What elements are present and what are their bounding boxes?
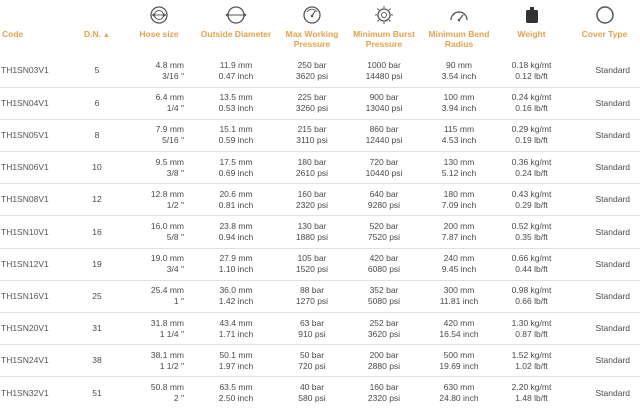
cell-value: 180 bar [297, 156, 327, 167]
cell-value: 250 bar [297, 59, 327, 70]
cell-hose-size [126, 248, 192, 280]
cell-value: 0.69 inch [218, 167, 254, 178]
cell-value: 0.29 lb/ft [515, 199, 548, 210]
cell-weight [494, 345, 569, 377]
cell-value: 50.1 mm [219, 349, 253, 360]
table-body [0, 55, 640, 409]
cell-value: 7520 psi [367, 232, 401, 243]
cell-min-burst-pressure [344, 184, 424, 216]
cell-max-working-pressure [280, 119, 344, 151]
cell-min-bend-radius [424, 377, 494, 409]
cell-weight [494, 248, 569, 280]
cell-cover-type: Standard [595, 65, 630, 76]
cell-value: 31.8 mm [150, 317, 184, 328]
cell-min-bend-radius [424, 119, 494, 151]
cell-value: 4.8 mm [155, 59, 184, 70]
cell-min-burst-pressure [344, 377, 424, 409]
header-min-burst-pressure[interactable] [344, 0, 424, 55]
cell-value: 50 bar [299, 349, 325, 360]
cell-value: 43.4 mm [219, 317, 253, 328]
cell-value: 0.24 kg/mt [511, 92, 552, 103]
table-row[interactable] [0, 55, 640, 87]
cell-value: 200 mm [443, 221, 475, 232]
cell-max-working-pressure [280, 248, 344, 280]
cell-weight [494, 87, 569, 119]
table-row[interactable] [0, 119, 640, 151]
bend-radius-gauge-icon [424, 5, 494, 27]
cell-dn: 38 [68, 345, 126, 377]
cell-weight [494, 184, 569, 216]
cell-value: 25.4 mm [150, 285, 184, 296]
cell-hose-size [126, 184, 192, 216]
cell-value: 11.81 inch [439, 296, 479, 307]
cell-hose-size [126, 377, 192, 409]
cell-max-working-pressure [280, 216, 344, 248]
cell-cover-type: Standard [569, 184, 640, 216]
cell-value: 27.9 mm [219, 253, 253, 264]
cell-value: 910 psi [298, 328, 326, 339]
cell-dn: 5 [94, 65, 100, 76]
cell-value: 20.6 mm [219, 188, 253, 199]
cell-code: TH1SN24V1 [0, 345, 68, 377]
cell-value: 38.1 mm [150, 349, 184, 360]
cell-value: 1 1/2 " [159, 360, 184, 371]
cell-code: TH1SN20V1 [0, 313, 68, 345]
cell-min-bend-radius [424, 152, 494, 184]
cell-cover-type: Standard [569, 280, 640, 312]
cell-value: 0.18 kg/mt [511, 59, 552, 70]
cell-min-burst-pressure [344, 87, 424, 119]
cell-value: 5080 psi [367, 296, 401, 307]
cell-outside-diameter [192, 87, 280, 119]
cell-max-working-pressure [280, 87, 344, 119]
cell-cover-type: Standard [569, 119, 640, 151]
cell-hose-size [126, 345, 192, 377]
header-dn[interactable] [68, 0, 126, 55]
cell-min-burst-pressure [344, 55, 424, 87]
cell-value: 420 bar [369, 253, 399, 264]
cell-min-bend-radius [424, 184, 494, 216]
cell-value: 0.52 kg/mt [511, 221, 552, 232]
cell-min-bend-radius [424, 216, 494, 248]
cell-value: 5/16 " [162, 135, 184, 146]
header-hose-size-label: Hose size [139, 29, 179, 39]
cell-value: 1.48 lb/ft [515, 393, 548, 404]
header-min-burst-pressure-label: Minimum Burst Pressure [353, 29, 415, 49]
cell-outside-diameter [192, 184, 280, 216]
cell-max-working-pressure [280, 377, 344, 409]
cell-value: 2.20 kg/mt [511, 382, 552, 393]
cell-value: 12440 psi [365, 135, 403, 146]
cell-value: 1.71 inch [218, 328, 254, 339]
header-min-bend-radius[interactable] [424, 0, 494, 55]
table-row[interactable] [0, 345, 640, 377]
cell-max-working-pressure [280, 55, 344, 87]
cell-value: 200 bar [369, 349, 399, 360]
header-dn-label: D.N. [84, 29, 102, 39]
cell-value: 2610 psi [295, 167, 329, 178]
cell-value: 0.66 lb/ft [515, 296, 548, 307]
cell-value: 15.1 mm [219, 124, 253, 135]
burst-pressure-icon [344, 5, 424, 27]
cell-min-burst-pressure [344, 313, 424, 345]
cell-value: 9280 psi [367, 199, 401, 210]
cell-value: 0.43 kg/mt [511, 188, 552, 199]
cell-value: 7.9 mm [155, 124, 184, 135]
cell-value: 1.52 kg/mt [511, 349, 552, 360]
cell-value: 1.10 inch [218, 264, 254, 275]
hose-section-icon [126, 5, 192, 27]
cell-value: 3260 psi [295, 103, 329, 114]
cell-value: 2 " [173, 393, 184, 404]
cell-value: 10440 psi [365, 167, 403, 178]
cell-weight [494, 377, 569, 409]
cell-value: 420 mm [443, 317, 475, 328]
cell-value: 2880 psi [367, 360, 401, 371]
cell-value: 2320 psi [367, 393, 401, 404]
cell-value: 0.29 kg/mt [511, 124, 552, 135]
cell-value: 130 mm [443, 156, 475, 167]
header-cover-type-label: Cover Type [581, 29, 628, 39]
cell-value: 3620 psi [367, 328, 401, 339]
cell-dn: 10 [68, 152, 126, 184]
table-header [0, 0, 640, 55]
cell-hose-size [126, 55, 192, 87]
weight-icon [494, 5, 569, 27]
cell-value: 0.16 lb/ft [515, 103, 548, 114]
cell-cover-type: Standard [569, 313, 640, 345]
cell-value: 0.98 kg/mt [511, 285, 552, 296]
cell-outside-diameter [192, 216, 280, 248]
cell-min-bend-radius [424, 248, 494, 280]
cell-min-burst-pressure [344, 216, 424, 248]
cell-value: 130 bar [297, 221, 327, 232]
cell-value: 3110 psi [296, 135, 328, 146]
cell-weight [494, 216, 569, 248]
cell-value: 1000 bar [367, 59, 401, 70]
cell-value: 7.09 inch [441, 199, 477, 210]
header-outside-diameter-label: Outside Diameter [200, 29, 272, 39]
cell-cover-type: Standard [569, 377, 640, 409]
cell-cover-type: Standard [569, 216, 640, 248]
cell-code: TH1SN16V1 [0, 280, 68, 312]
cell-value: 36.0 mm [219, 285, 253, 296]
cell-value: 5/8 " [166, 232, 184, 243]
cell-min-bend-radius [424, 313, 494, 345]
cover-ring-icon [569, 5, 640, 27]
cell-value: 0.87 lb/ft [515, 328, 548, 339]
cell-dn: 8 [68, 119, 126, 151]
cell-outside-diameter [192, 377, 280, 409]
cell-value: 0.24 lb/ft [515, 167, 548, 178]
cell-value: 1/2 " [166, 199, 184, 210]
cell-code: TH1SN04V1 [0, 87, 68, 119]
cell-value: 19.0 mm [150, 253, 184, 264]
cell-value: 180 mm [443, 188, 475, 199]
cell-dn: 31 [68, 313, 126, 345]
cell-value: 105 bar [297, 253, 327, 264]
cell-value: 500 mm [443, 349, 475, 360]
cell-value: 2.50 inch [218, 393, 254, 404]
cell-value: 9.45 inch [441, 264, 477, 275]
cell-code: TH1SN06V1 [0, 152, 68, 184]
cell-value: 3.54 inch [441, 70, 477, 81]
cell-value: 0.81 inch [218, 199, 254, 210]
table-row[interactable] [0, 280, 640, 312]
table-row[interactable] [0, 377, 640, 409]
cell-value: 0.66 kg/mt [511, 253, 552, 264]
cell-hose-size [126, 87, 192, 119]
cell-max-working-pressure [280, 280, 344, 312]
cell-min-burst-pressure [344, 345, 424, 377]
cell-weight [494, 55, 569, 87]
cell-value: 1520 psi [295, 264, 329, 275]
cell-value: 6.4 mm [155, 92, 184, 103]
cell-code: TH1SN05V1 [0, 119, 68, 151]
cell-value: 1/4 " [166, 103, 184, 114]
header-min-bend-radius-label: Minimum Bend Radius [428, 29, 490, 49]
cell-value: 720 psi [298, 360, 326, 371]
cell-min-burst-pressure [344, 119, 424, 151]
cell-dn: 51 [68, 377, 126, 409]
table-row[interactable] [0, 152, 640, 184]
cell-value: 1 1/4 " [159, 328, 184, 339]
cell-value: 50.8 mm [150, 382, 184, 393]
cell-value: 520 bar [369, 221, 399, 232]
cell-code: TH1SN03V1 [1, 65, 49, 76]
header-code[interactable] [0, 0, 68, 55]
pressure-gauge-icon [280, 5, 344, 27]
cell-value: 640 bar [369, 188, 399, 199]
cell-value: 300 mm [443, 285, 475, 296]
cell-value: 0.12 lb/ft [515, 70, 548, 81]
cell-value: 352 bar [369, 285, 399, 296]
cell-hose-size [126, 216, 192, 248]
cell-dn: 19 [68, 248, 126, 280]
cell-value: 160 bar [297, 188, 327, 199]
cell-value: 24.80 inch [439, 393, 479, 404]
table-row[interactable] [0, 184, 640, 216]
cell-value: 860 bar [369, 124, 399, 135]
header-cover-type[interactable] [569, 0, 640, 55]
header-max-working-pressure[interactable] [280, 0, 344, 55]
cell-value: 3620 psi [295, 70, 329, 81]
cell-value: 720 bar [369, 156, 399, 167]
cell-value: 13040 psi [365, 103, 403, 114]
cell-value: 1270 psi [295, 296, 329, 307]
cell-value: 4.53 inch [441, 135, 477, 146]
cell-value: 1.30 kg/mt [511, 317, 552, 328]
cell-cover-type: Standard [569, 248, 640, 280]
cell-min-bend-radius [424, 55, 494, 87]
cell-value: 900 bar [369, 92, 399, 103]
cell-dn: 25 [68, 280, 126, 312]
cell-value: 3.94 inch [441, 103, 477, 114]
cell-value: 90 mm [446, 59, 472, 70]
cell-value: 160 bar [369, 382, 399, 393]
cell-outside-diameter [192, 345, 280, 377]
table-row[interactable] [0, 87, 640, 119]
cell-max-working-pressure [280, 313, 344, 345]
cell-value: 40 bar [299, 382, 325, 393]
cell-code: TH1SN08V1 [0, 184, 68, 216]
cell-value: 0.53 inch [218, 103, 254, 114]
cell-value: 17.5 mm [219, 156, 253, 167]
cell-value: 3/16 " [162, 70, 184, 81]
cell-weight [494, 280, 569, 312]
cell-value: 63.5 mm [219, 382, 253, 393]
header-weight-label: Weight [517, 29, 546, 39]
cell-weight [494, 119, 569, 151]
header-max-working-pressure-label: Max Working Pressure [285, 29, 339, 49]
cell-value: 16.0 mm [150, 221, 184, 232]
cell-cover-type: Standard [569, 87, 640, 119]
cell-weight [494, 152, 569, 184]
cell-value: 88 bar [299, 285, 325, 296]
diameter-icon [192, 5, 280, 27]
cell-code: TH1SN32V1 [0, 377, 68, 409]
cell-value: 0.19 lb/ft [515, 135, 548, 146]
cell-value: 1880 psi [295, 232, 329, 243]
cell-min-burst-pressure [344, 152, 424, 184]
cell-outside-diameter [192, 313, 280, 345]
header-code-label: Code [2, 29, 24, 39]
cell-value: 1.97 inch [218, 360, 254, 371]
cell-value: 12.8 mm [150, 188, 184, 199]
cell-value: 0.44 lb/ft [515, 264, 548, 275]
cell-outside-diameter [192, 55, 280, 87]
cell-max-working-pressure [280, 152, 344, 184]
cell-min-bend-radius [424, 87, 494, 119]
header-hose-size[interactable] [126, 0, 192, 55]
cell-outside-diameter [192, 152, 280, 184]
cell-value: 9.5 mm [155, 156, 184, 167]
cell-min-burst-pressure [344, 248, 424, 280]
cell-code: TH1SN12V1 [0, 248, 68, 280]
cell-value: 252 bar [369, 317, 399, 328]
cell-hose-size [126, 152, 192, 184]
cell-value: 630 mm [443, 382, 475, 393]
cell-value: 580 psi [298, 393, 326, 404]
cell-value: 3/4 " [166, 264, 184, 275]
cell-value: 1.42 inch [218, 296, 254, 307]
cell-outside-diameter [192, 280, 280, 312]
cell-value: 16.54 inch [439, 328, 479, 339]
cell-value: 19.69 inch [439, 360, 479, 371]
cell-dn: 12 [68, 184, 126, 216]
cell-value: 0.36 kg/mt [511, 156, 552, 167]
cell-value: 100 mm [443, 92, 475, 103]
header-outside-diameter[interactable] [192, 0, 280, 55]
cell-value: 215 bar [297, 124, 327, 135]
cell-outside-diameter [192, 119, 280, 151]
cell-max-working-pressure [280, 345, 344, 377]
cell-value: 240 mm [443, 253, 475, 264]
cell-hose-size [126, 280, 192, 312]
cell-cover-type: Standard [569, 152, 640, 184]
cell-cover-type: Standard [569, 345, 640, 377]
cell-value: 7.87 inch [441, 232, 477, 243]
cell-value: 0.94 inch [218, 232, 254, 243]
cell-value: 2320 psi [295, 199, 329, 210]
cell-value: 63 bar [299, 317, 325, 328]
cell-value: 1 " [173, 296, 184, 307]
cell-max-working-pressure [280, 184, 344, 216]
cell-min-burst-pressure [344, 280, 424, 312]
table-row[interactable] [0, 216, 640, 248]
cell-value: 1.02 lb/ft [515, 360, 548, 371]
cell-value: 115 mm [443, 124, 475, 135]
cell-value: 11.9 mm [219, 59, 253, 70]
header-weight[interactable] [494, 0, 569, 55]
cell-hose-size [126, 313, 192, 345]
cell-value: 3/8 " [166, 167, 184, 178]
table-row[interactable] [0, 248, 640, 280]
cell-value: 23.8 mm [219, 221, 253, 232]
cell-value: 6080 psi [367, 264, 401, 275]
sort-up-icon[interactable]: ▲ [103, 32, 110, 39]
cell-outside-diameter [192, 248, 280, 280]
cell-code: TH1SN10V1 [0, 216, 68, 248]
cell-value: 0.47 inch [218, 70, 254, 81]
cell-hose-size [126, 119, 192, 151]
cell-value: 225 bar [297, 92, 327, 103]
table-row[interactable] [0, 313, 640, 345]
cell-dn: 6 [68, 87, 126, 119]
cell-weight [494, 313, 569, 345]
cell-value: 14480 psi [365, 70, 403, 81]
cell-value: 5.12 inch [441, 167, 477, 178]
cell-min-bend-radius [424, 345, 494, 377]
cell-value: 13.5 mm [219, 92, 253, 103]
cell-value: 0.35 lb/ft [515, 232, 548, 243]
cell-min-bend-radius [424, 280, 494, 312]
cell-dn: 16 [68, 216, 126, 248]
cell-value: 0.59 inch [218, 135, 254, 146]
